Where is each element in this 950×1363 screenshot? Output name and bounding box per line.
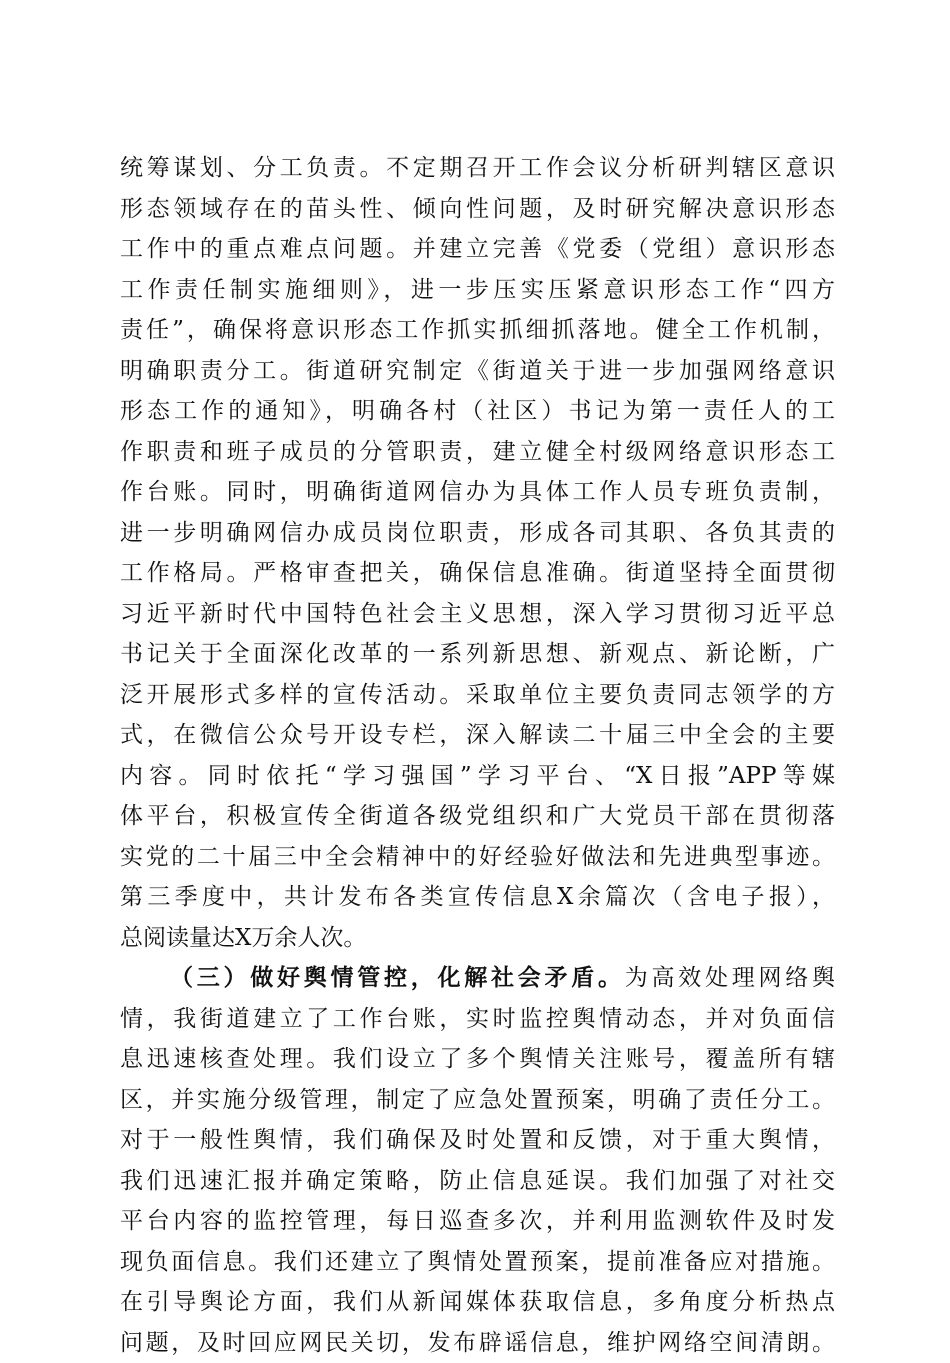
text-line: 作职责和班子成员的分管职责，建立健全村级网络意识形态工 (120, 432, 835, 473)
text-line: 区，并实施分级管理，制定了应急处置预案，明确了责任分工。 (120, 1080, 835, 1121)
text-line: 息迅速核查处理。我们设立了多个舆情关注账号，覆盖所有辖 (120, 1039, 835, 1080)
text-line: 明确职责分工。街道研究制定《街道关于进一步加强网络意识 (120, 351, 835, 392)
text-line: 第三季度中，共计发布各类宣传信息X余篇次（含电子报）， (120, 877, 835, 918)
section-heading: （三）做好舆情管控，化解社会矛盾。 (170, 964, 625, 991)
text-line: 情，我街道建立了工作台账，实时监控舆情动态，并对负面信 (120, 999, 835, 1040)
text-line: 形态工作的通知》，明确各村（社区）书记为第一责任人的工 (120, 391, 835, 432)
text-line: 平台内容的监控管理，每日巡查多次，并利用监测软件及时发 (120, 1201, 835, 1242)
text-line: 工作责任制实施细则》，进一步压实压紧意识形态工作“四方 (120, 270, 835, 311)
text-line: 责任”，确保将意识形态工作抓实抓细抓落地。健全工作机制， (120, 310, 835, 351)
text-line: 问题，及时回应网民关切，发布辟谣信息，维护网络空间清朗。 (120, 1323, 835, 1363)
text-line: 形态领域存在的苗头性、倾向性问题，及时研究解决意识形态 (120, 189, 835, 230)
text-line: 工作中的重点难点问题。并建立完善《党委（党组）意识形态 (120, 229, 835, 270)
text-line: 统筹谋划、分工负责。不定期召开工作会议分析研判辖区意识 (120, 148, 835, 189)
text-line: 内容。同时依托“学习强国”学习平台、“X日报”APP等媒 (120, 756, 835, 797)
text-line: 实党的二十届三中全会精神中的好经验好做法和先进典型事迹。 (120, 837, 835, 878)
text-line: 泛开展形式多样的宣传活动。采取单位主要负责同志领学的方 (120, 675, 835, 716)
section-first-line-rest: 为高效处理网络舆 (625, 965, 835, 991)
text-line: 工作格局。严格审查把关，确保信息准确。街道坚持全面贯彻 (120, 553, 835, 594)
text-line: 我们迅速汇报并确定策略，防止信息延误。我们加强了对社交 (120, 1161, 835, 1202)
body-text (120, 148, 835, 1363)
text-line: 作台账。同时，明确街道网信办为具体工作人员专班负责制， (120, 472, 835, 513)
section-first-line (120, 958, 835, 999)
text-line: 式，在微信公众号开设专栏，深入解读二十届三中全会的主要 (120, 715, 835, 756)
text-line: 对于一般性舆情，我们确保及时处置和反馈，对于重大舆情， (120, 1120, 835, 1161)
text-line: 总阅读量达X万余人次。 (120, 918, 835, 959)
text-line: 现负面信息。我们还建立了舆情处置预案，提前准备应对措施。 (120, 1242, 835, 1283)
text-line: 体平台，积极宣传全街道各级党组织和广大党员干部在贯彻落 (120, 796, 835, 837)
text-line: 习近平新时代中国特色社会主义思想，深入学习贯彻习近平总 (120, 594, 835, 635)
text-line: 进一步明确网信办成员岗位职责，形成各司其职、各负其责的 (120, 513, 835, 554)
text-line: 书记关于全面深化改革的一系列新思想、新观点、新论断，广 (120, 634, 835, 675)
text-line: 在引导舆论方面，我们从新闻媒体获取信息，多角度分析热点 (120, 1282, 835, 1323)
